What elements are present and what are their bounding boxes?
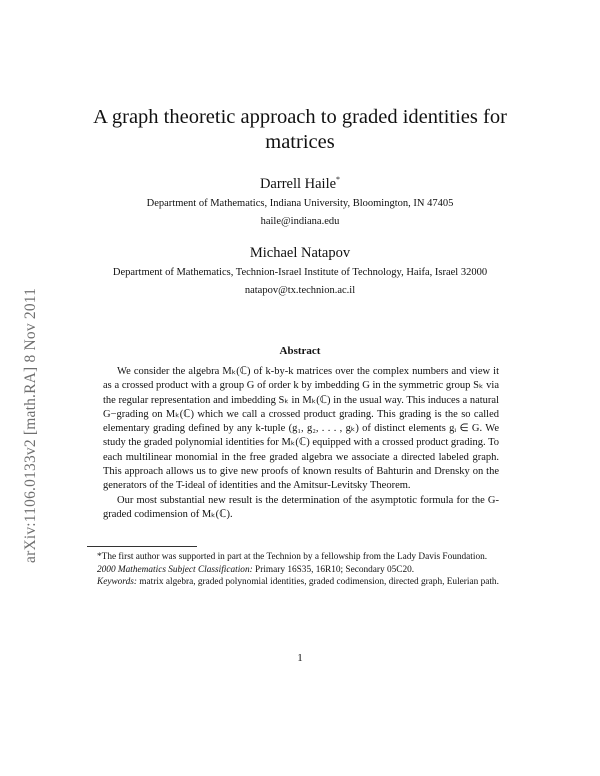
abstract-paragraph: Our most substantial new result is the determination of the asymptotic formula for the G-graded codimension of Mₖ(ℂ).: [103, 494, 499, 520]
author-2-email: natapov@tx.technion.ac.il: [244, 285, 356, 296]
author-2-name: Michael Natapov: [249, 245, 351, 261]
author-1-email: haile@indiana.edu: [260, 216, 340, 227]
abstract-body: [103, 365, 499, 522]
keywords-value: matrix algebra, graded polynomial identities, graded codimension, directed graph, Eulerian path.: [139, 577, 499, 588]
footnote-support: *The first author was supported in part at the Technion by a fellowship from the Lady Davis Foundation.: [97, 552, 488, 562]
abstract-heading: Abstract: [279, 345, 321, 357]
keywords-label: Keywords:: [97, 577, 137, 588]
author-2-affiliation: Department of Mathematics, Technion-Israel Institute of Technology, Haifa, Israel 32000: [112, 267, 488, 278]
abstract-paragraph: We consider the algebra Mₖ(ℂ) of k-by-k matrices over the complex numbers and view it as a crossed product with a group G of order k by imbedding G in the symmetric group Sₖ via the regular representation and imbedding Sₖ in Mₖ(ℂ) in the usual way. This induces a natural G−grading on Mₖ(ℂ) which we call a crossed product grading. This grading is the so called elementary grading defined by any k-tuple (g₁, g₂, . . . , gₖ) of distinct elements gᵢ ∈ G. We study the graded polynomial identities for Mₖ(ℂ) equipped with a crossed product grading. To each multilinear monomial in the free graded algebra we associate a directed labeled graph. This approach allows us to give new proofs of known results of Bahturin and Drensky on the generators of the T-ideal of identities and the Amitsur-Levitsky Theorem.: [103, 366, 499, 492]
footnote-msc: [87, 564, 514, 577]
msc-label: 2000 Mathematics Subject Classification:: [97, 564, 253, 575]
author-1-affiliation: Department of Mathematics, Indiana University, Bloomington, IN 47405: [146, 198, 454, 209]
author-1: [40, 175, 560, 193]
msc-value: Primary 16S35, 16R10; Secondary 05C20.: [255, 564, 415, 575]
footnotes: [87, 551, 514, 589]
paper-title: A graph theoretic approach to graded identities for matrices: [93, 106, 507, 153]
page-number: 1: [297, 652, 303, 664]
arxiv-identifier: arXiv:1106.0133v2 [math.RA] 8 Nov 2011: [22, 287, 39, 563]
footnote-rule: [87, 546, 197, 547]
author-1-name: Darrell Haile: [259, 175, 337, 192]
author-1-mark: *: [336, 175, 341, 184]
footnote-keywords: [87, 576, 514, 589]
